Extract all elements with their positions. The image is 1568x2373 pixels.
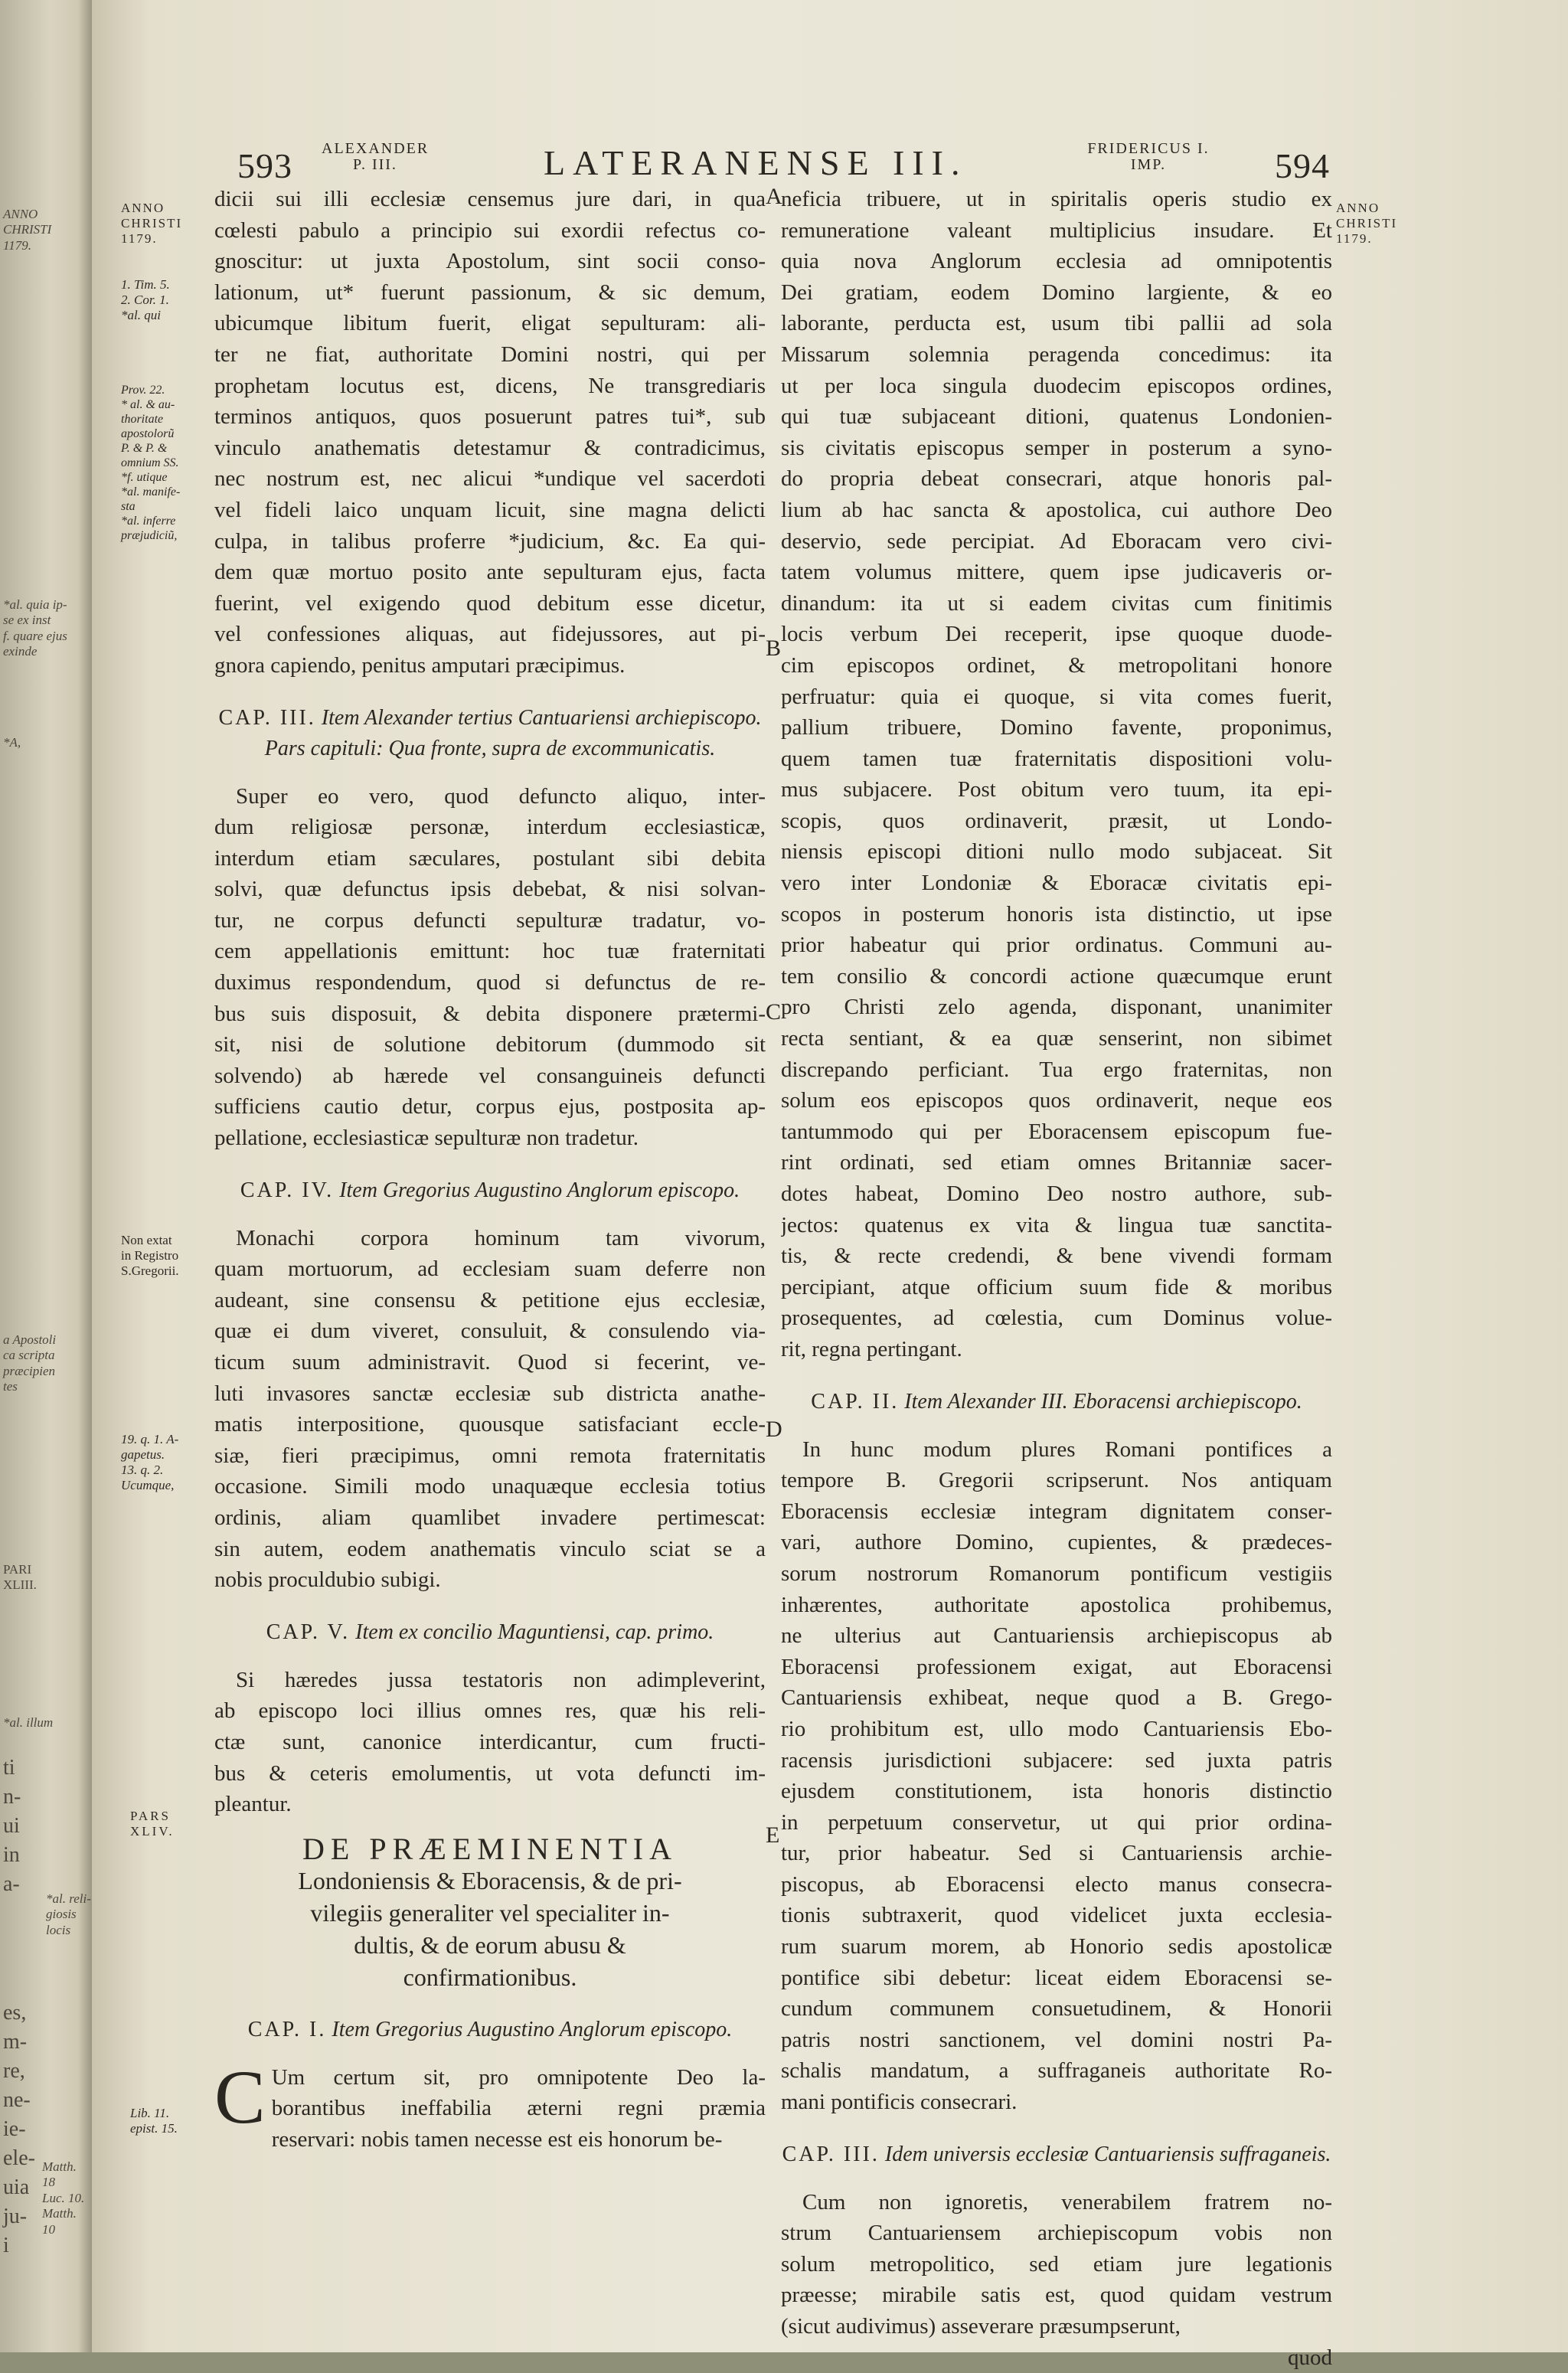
text-line: tatem volumus mittere, quem ipse judicaveris or- bbox=[781, 560, 1332, 585]
text-line: fuerint, vel exigendo quod debitum esse dicetur, bbox=[214, 590, 766, 616]
text-line: rio prohibitum est, ullo modo Cantuariensis Ebo- bbox=[781, 1716, 1332, 1741]
text-line: matis interpositione, quousque satisfaciant eccle- bbox=[214, 1412, 766, 1437]
book-page bbox=[92, 0, 1568, 2370]
section-subtitle bbox=[214, 1865, 766, 1993]
text-line: audeant, sine consensu & petitione ejus ecclesiæ, bbox=[214, 1287, 766, 1312]
text-line: percipiant, atque officium suum fide & moribus bbox=[781, 1274, 1332, 1299]
text-line: pro Christi zelo agenda, disponant, unanimiter bbox=[781, 995, 1332, 1020]
text-line: interdum etiam sæculares, postulant sibi debita bbox=[214, 845, 766, 871]
text-line: sit, nisi de solutione debitorum (dummodo sit bbox=[214, 1032, 766, 1057]
text-line: perfruatur: quia ei quoque, si vita comes fuerit, bbox=[781, 684, 1332, 709]
text-line: siæ, fieri præcipimus, omni remota fraternitatis bbox=[214, 1443, 766, 1468]
drop-capital: C bbox=[214, 2054, 266, 2139]
page-number-right: 594 bbox=[1275, 146, 1330, 185]
chapter-heading bbox=[214, 703, 766, 764]
chapter-heading bbox=[781, 1387, 1332, 1417]
text-line: In hunc modum plures Romani pontifices a bbox=[802, 1437, 1332, 1462]
text-line: Dei gratiam, eodem Domino largiente, & eo bbox=[781, 279, 1332, 305]
text-line: vero inter Londoniæ & Eboracæ civitatis epi- bbox=[781, 871, 1332, 896]
gutter-note: a Apostoli ca scripta præcipien tes bbox=[3, 1332, 57, 1394]
chapter-rubric: Item Alexander tertius Cantuariensi archiepiscopo. Pars capituli: Qua fronte, supra de excommunicatis. bbox=[264, 705, 762, 760]
text-line: ticum suum administravit. Quod si fecerint, ve- bbox=[214, 1350, 766, 1374]
text-line: nec nostrum est, nec alicui *undique vel sacerdoti bbox=[214, 466, 766, 492]
gutter-note: ANNO CHRISTI 1179. bbox=[3, 207, 52, 253]
running-head-right bbox=[1087, 141, 1210, 173]
text-line: tantummodo qui per Eboracensem episcopum fue- bbox=[781, 1119, 1332, 1144]
subtitle-line: dultis, & de eorum abusu & bbox=[354, 1930, 626, 1959]
running-head-line: P. III. bbox=[353, 156, 397, 173]
text-line: deservio, sede percipiat. Ad Eboracam vero civi- bbox=[781, 528, 1332, 554]
page-title: LATERANENSE III. bbox=[544, 143, 968, 182]
text-line: Eboracensis ecclesiæ integram dignitatem conser- bbox=[781, 1499, 1332, 1524]
paragraph bbox=[781, 184, 1332, 1365]
text-line: præesse; mirabile satis est, quod quidam vestrum bbox=[781, 2283, 1332, 2308]
text-line: tionis subtraxerit, quod videlicet juxta ecclesia- bbox=[781, 1903, 1332, 1928]
text-line: rint ordinati, sed etiam omnes Britanniæ sacer- bbox=[781, 1150, 1332, 1175]
text-line: bus & ceteris emolumentis, ut vota defuncti im- bbox=[214, 1760, 766, 1786]
text-line: ter ne fiat, authoritate Domini nostri, qui per bbox=[214, 342, 766, 367]
chapter-heading bbox=[214, 2015, 766, 2045]
text-line: dicii sui illi ecclesiæ censemus jure dari, in qua bbox=[214, 187, 766, 211]
text-line: Missarum solemnia peragenda concedimus: ita bbox=[781, 342, 1332, 367]
text-line: vel fideli laico unquam licuit, sine magna delicti bbox=[214, 497, 766, 522]
text-line: mus subjacere. Post obitum vero tuum, ita epi- bbox=[781, 777, 1332, 802]
chapter-heading bbox=[214, 1617, 766, 1648]
paragraph bbox=[214, 1223, 766, 1596]
text-line: in perpetuum conservetur, ut qui prior ordina- bbox=[781, 1809, 1332, 1835]
text-line: prophetam locutus est, dicens, Ne transgrediaris bbox=[214, 373, 766, 398]
chapter-label: CAP. III. bbox=[782, 2142, 880, 2166]
margin-note-text: ANNO CHRISTI 1179. bbox=[121, 201, 183, 246]
paragraph bbox=[781, 2187, 1332, 2342]
chapter-label: CAP. III. bbox=[218, 705, 316, 730]
text-line: duximus respondendum, quod si defunctus de re- bbox=[214, 970, 766, 995]
running-head-line: FRIDERICUS I. bbox=[1087, 140, 1210, 157]
margin-note-text: ANNO CHRISTI 1179. bbox=[1336, 201, 1398, 246]
paragraph bbox=[214, 184, 766, 682]
text-line: scopos in posterum honoris ista distinctio, ut ipse bbox=[781, 901, 1332, 927]
text-line: vel confessiones aliquas, aut fidejussores, aut pi- bbox=[214, 622, 766, 647]
chapter-label: CAP. I. bbox=[247, 2017, 327, 2041]
text-line: terminos antiquos, quos posuerunt patres tui*, sub bbox=[214, 404, 766, 430]
text-line: Um certum sit, pro omnipotente Deo la- bbox=[271, 2064, 766, 2090]
text-line: tem consilio & concordi actione quæcumque erunt bbox=[781, 963, 1332, 989]
text-line: piscopus, ab Eboracensi electo manus consecra- bbox=[781, 1871, 1332, 1897]
text-line: rum suarum morem, ab Honorio sedis apostolicæ bbox=[781, 1934, 1332, 1960]
text-line: dum religiosæ personæ, interdum ecclesiasticæ, bbox=[214, 815, 766, 840]
text-line: lium ab hac sancta & apostolica, cui authore Deo bbox=[781, 497, 1332, 522]
text-line: solum metropolitico, sed etiam jure legationis bbox=[781, 2251, 1332, 2277]
text-line: strum Cantuariensem archiepiscopum vobis non bbox=[781, 2221, 1332, 2246]
text-line: pallium tribuere, Domino favente, proponimus, bbox=[781, 715, 1332, 740]
margin-note-year-right bbox=[1336, 201, 1397, 247]
text-line: (sicut audivimus) asseverare præsumpserunt, bbox=[781, 2314, 1181, 2339]
section-title: DE PRÆEMINENTIA bbox=[302, 1831, 678, 1866]
text-line: cundum communem consuetudinem, & Honorii bbox=[781, 1996, 1332, 2022]
margin-note-reference: Lib. 11. epist. 15. bbox=[130, 2106, 178, 2136]
text-line: do propria debeat consecrari, atque honoris pal- bbox=[781, 466, 1332, 492]
text-line: sin autem, eodem anathematis vinculo sciat se a bbox=[214, 1536, 766, 1561]
chapter-rubric: Idem universis ecclesiæ Cantuariensis suffraganeis. bbox=[884, 2142, 1331, 2166]
text-line: dotes habeat, Domino Deo nostro authore, sub- bbox=[781, 1182, 1332, 1206]
text-line: inhærentes, authoritate apostolica prohibemus, bbox=[781, 1592, 1332, 1617]
margin-note-reference: 1. Tim. 5. 2. Cor. 1. *al. qui bbox=[121, 277, 170, 322]
text-line: solvendo) ab hærede vel consanguineis defuncti bbox=[214, 1063, 766, 1088]
text-line: schalis mandatum, a suffraganeis authoritate Ro- bbox=[781, 2058, 1332, 2084]
text-line: ejusdem constitutionem, ista honoris distinctio bbox=[781, 1779, 1332, 1804]
text-line: nobis proculdubio subigi. bbox=[214, 1567, 441, 1593]
margin-note-reference: Prov. 22. * al. & au- thoritate apostolorũ P. & P. & omnium SS. *f. utique *al. manife- sta *al. inferre præjudiciũ, bbox=[121, 384, 181, 542]
paragraph-lines bbox=[214, 2054, 766, 2156]
text-line: Cum non ignoretis, venerabilem fratrem no- bbox=[802, 2189, 1332, 2214]
gutter-note: *al. reli- giosis locis bbox=[46, 1891, 91, 1937]
text-line: ut per loca singula duodecim episcopos ordines, bbox=[781, 373, 1332, 398]
text-line: sis civitatis episcopus semper in posterum a syno- bbox=[781, 435, 1332, 460]
text-line: patris nostri sanctionem, vel domini nostri Pa- bbox=[781, 2027, 1332, 2052]
paragraph bbox=[214, 2054, 766, 2156]
text-line: tis, & recte credendi, & bene vivendi formam bbox=[781, 1244, 1332, 1269]
text-line: sorum nostrorum Romanorum pontificum vestigiis bbox=[781, 1561, 1332, 1586]
subtitle-line: confirmationibus. bbox=[403, 1963, 577, 1991]
chapter-heading bbox=[214, 1175, 766, 1206]
running-head-left bbox=[322, 141, 429, 173]
text-line: culpa, in talibus proferre *judicium, &c. Ea qui- bbox=[214, 528, 766, 554]
text-line: mani pontificis consecrari. bbox=[781, 2090, 1018, 2115]
chapter-rubric: Item Gregorius Augustino Anglorum episcopo. bbox=[332, 2017, 733, 2041]
text-line: sufficiens cautio detur, corpus ejus, postposita ap- bbox=[214, 1094, 766, 1119]
section-letter: B bbox=[766, 636, 782, 661]
section-letter: C bbox=[766, 999, 782, 1025]
text-line: jectos: quatenus ex vita & lingua tuæ sanctita- bbox=[781, 1212, 1332, 1237]
paragraph bbox=[781, 1434, 1332, 2118]
subtitle-line: vilegiis generaliter vel specialiter in- bbox=[310, 1898, 670, 1927]
text-line: pleantur. bbox=[214, 1792, 292, 1817]
margin-note-year bbox=[121, 201, 182, 247]
text-line: borantibus ineffabilia æterni regni præmia bbox=[271, 2096, 766, 2121]
catchword: quod bbox=[1288, 2345, 1332, 2370]
margin-note-reference: 19. q. 1. A- gapetus. 13. q. 2. Ucumque, bbox=[121, 1432, 179, 1492]
running-head-line: ALEXANDER bbox=[322, 140, 430, 157]
text-line: solum eos episcopos quos ordinaverit, neque eos bbox=[781, 1088, 1332, 1113]
page-number-left: 593 bbox=[237, 146, 292, 185]
text-line: ordinis, aliam quamlibet invadere pertimescat: bbox=[214, 1505, 766, 1530]
text-line: discrepando perficiant. Tua ergo fraternitas, non bbox=[781, 1057, 1332, 1082]
chapter-label: CAP. II. bbox=[811, 1389, 900, 1414]
text-line: prosequentes, ad cœlestia, cum Dominus volue- bbox=[781, 1306, 1332, 1331]
text-line: Eboracensi professionem exigat, aut Eboracensi bbox=[781, 1654, 1332, 1679]
chapter-rubric: Item ex concilio Maguntiensi, cap. primo. bbox=[355, 1620, 714, 1644]
text-line: locis verbum Dei receperit, ipse quoque duode- bbox=[781, 622, 1332, 647]
section-letter: D bbox=[766, 1417, 782, 1442]
chapter-label: CAP. V. bbox=[266, 1620, 351, 1644]
text-line: neficia tribuere, ut in spiritalis operis studio ex bbox=[781, 187, 1332, 211]
gutter-note: es, m- re, ne- ie- ele- uia ju- i bbox=[3, 2001, 35, 2257]
text-line: ubicumque libitum fuerit, eligat sepulturam: ali- bbox=[214, 311, 766, 336]
text-line: vinculo anathematis detestamur & contradicimus, bbox=[214, 435, 766, 460]
text-line: solvi, quæ defunctus ipsis debebat, & nisi solvan- bbox=[214, 877, 766, 902]
text-line: dinandum: ita ut si eadem civitas cum finitimis bbox=[781, 590, 1332, 616]
right-column bbox=[781, 184, 1332, 2373]
text-line: lationum, ut* fuerunt passionum, & sic demum, bbox=[214, 279, 766, 305]
facing-page-edge bbox=[0, 0, 92, 2352]
subtitle-line: Londoniensis & Eboracensis, & de pri- bbox=[298, 1866, 682, 1894]
text-line: reservari: nobis tamen necesse est eis honorum be- bbox=[271, 2126, 723, 2152]
text-line: laborante, perducta est, usum tibi pallii ad sola bbox=[781, 311, 1332, 336]
gutter-note: PARI XLIII. bbox=[3, 1562, 37, 1593]
text-line: pontifice sibi debetur: liceat eidem Eboracensi se- bbox=[781, 1965, 1332, 1990]
text-line: quia nova Anglorum ecclesia ad omnipotentis bbox=[781, 249, 1332, 274]
text-line: cœlesti pabulo a principio sui exordii refectus co- bbox=[214, 217, 766, 243]
left-column bbox=[214, 184, 766, 2156]
text-line: rit, regna pertingant. bbox=[781, 1336, 962, 1361]
text-line: ab episcopo loci illius omnes res, quæ his reli- bbox=[214, 1698, 766, 1724]
margin-note-part: PARS XLIV. bbox=[130, 1809, 175, 1839]
text-line: qui tuæ subjaceant ditioni, quatenus Londonien- bbox=[781, 404, 1332, 430]
text-line: prior habeatur qui prior ordinatus. Communi au- bbox=[781, 933, 1332, 958]
text-line: occasione. Simili modo unaquæque ecclesia totius bbox=[214, 1474, 766, 1499]
chapter-rubric: Item Alexander III. Eboracensi archiepiscopo. bbox=[904, 1389, 1302, 1414]
text-line: pellatione, ecclesiasticæ sepulturæ non tradetur. bbox=[214, 1126, 639, 1151]
section-letter: E bbox=[766, 1822, 780, 1848]
gutter-note: *al. quia ip- se ex inst f. quare ejus exinde bbox=[3, 597, 67, 659]
gutter-note: *A, bbox=[3, 735, 21, 750]
text-line: quæ ei dum viveret, consuluit, & consulendo via- bbox=[214, 1319, 766, 1344]
running-head-line: IMP. bbox=[1130, 156, 1167, 173]
text-line: dem quæ mortuo posito ante sepulturam ejus, facta bbox=[214, 560, 766, 585]
text-line: cem appellationis emittunt: hoc tuæ fraternitati bbox=[214, 939, 766, 964]
text-line: vari, authore Domino, cupientes, & prædeces- bbox=[781, 1530, 1332, 1555]
text-line: quam mortuorum, ad ecclesiam suam deferre non bbox=[214, 1257, 766, 1282]
text-line: ctæ sunt, canonice interdicantur, cum fructi- bbox=[214, 1729, 766, 1754]
text-line: Si hæredes jussa testatoris non adimpleverint, bbox=[236, 1667, 766, 1692]
margin-note-reference: Non extat in Registro S.Gregorii. bbox=[121, 1233, 179, 1278]
paragraph bbox=[214, 781, 766, 1154]
text-line: recta sentiant, & ea quæ senserint, non sibimet bbox=[781, 1026, 1332, 1051]
section-letter: A bbox=[766, 184, 782, 209]
gutter-note: Matth. 18 Luc. 10. Matth. 10 bbox=[42, 2159, 85, 2237]
text-line: tur, ne corpus defuncti sepulturæ tradatur, vo- bbox=[214, 907, 766, 933]
text-line: quem tamen tuæ fraternitatis dispositioni volu- bbox=[781, 746, 1332, 771]
chapter-heading bbox=[781, 2139, 1332, 2170]
text-line: ne ulterius aut Cantuariensis archiepiscopus ab bbox=[781, 1623, 1332, 1649]
text-line: gnoscitur: ut juxta Apostolum, sint socii conso- bbox=[214, 249, 766, 274]
text-line: remuneratione valeant multiplicius insudare. Et bbox=[781, 217, 1332, 243]
text-line: Monachi corpora hominum tam vivorum, bbox=[236, 1225, 766, 1250]
chapter-rubric: Item Gregorius Augustino Anglorum episcopo. bbox=[339, 1178, 740, 1202]
gutter-note: ti n- ui in a- bbox=[3, 1756, 21, 1896]
text-line: scopis, quos ordinaverit, præsit, ut Londo- bbox=[781, 808, 1332, 833]
text-line: tur, prior habeatur. Sed si Cantuariensis archie- bbox=[781, 1841, 1332, 1866]
text-line: Super eo vero, quod defuncto aliquo, inter- bbox=[236, 783, 766, 809]
gutter-note: *al. illum bbox=[3, 1715, 54, 1730]
text-line: racensis jurisdictioni subjacere: sed juxta patris bbox=[781, 1747, 1332, 1773]
text-line: Cantuariensis exhibeat, neque quod a B. Grego- bbox=[781, 1685, 1332, 1711]
text-line: bus suis disposuit, & debita disponere prætermi- bbox=[214, 1001, 766, 1026]
text-line: luti invasores sanctæ ecclesiæ sub districta anathe- bbox=[214, 1381, 766, 1406]
paragraph bbox=[214, 1665, 766, 1820]
text-line: niensis episcopi ditioni nullo modo subjaceat. Sit bbox=[781, 839, 1332, 865]
text-line: tempore B. Gregorii scripserunt. Nos antiquam bbox=[781, 1468, 1332, 1493]
chapter-label: CAP. IV. bbox=[240, 1178, 335, 1202]
text-line: cim episcopos ordinet, & metropolitani honore bbox=[781, 652, 1332, 678]
text-line: gnora capiendo, penitus amputari præcipimus. bbox=[214, 652, 626, 678]
